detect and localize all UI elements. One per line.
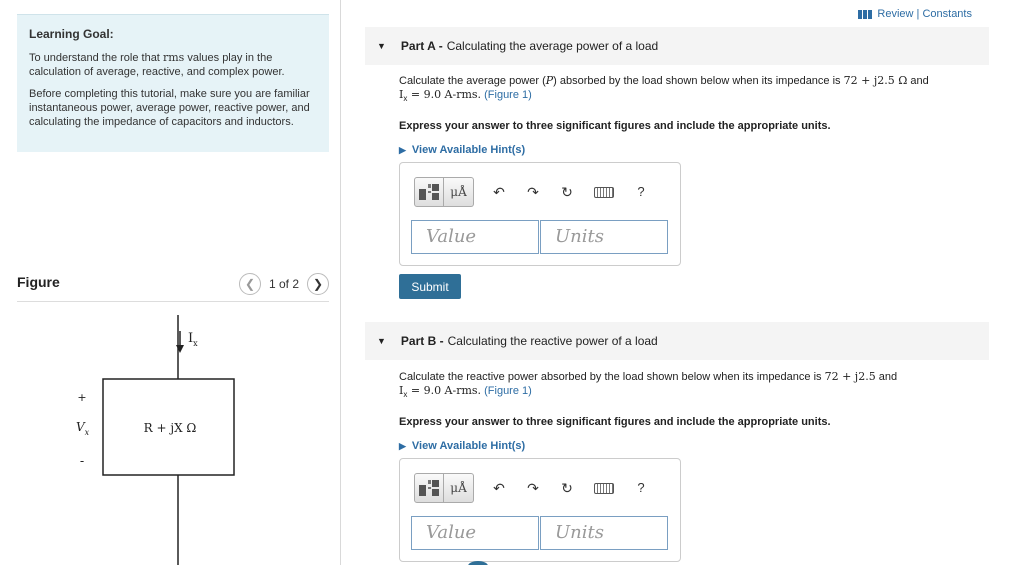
review-icon [858, 10, 872, 19]
collapse-triangle-icon: ▼ [377, 336, 386, 346]
review-constants-link[interactable] [858, 8, 972, 20]
chevron-right-icon: ❯ [312, 277, 324, 291]
rms-term: rms [162, 51, 185, 64]
units-button[interactable]: μÅ [444, 473, 474, 503]
minus-sign: - [79, 454, 85, 468]
part-b-hint-link[interactable]: ▶ View Available Hint(s) [399, 440, 526, 453]
units-input[interactable]: Units [540, 220, 668, 254]
review-constants-label: Review | Constants [877, 8, 972, 20]
part-b-body [399, 370, 979, 452]
voltage-label: $V_x$ [76, 420, 90, 437]
part-b-fields [411, 516, 668, 550]
caret-right-icon: ▶ [399, 440, 406, 451]
templates-button[interactable] [414, 473, 444, 503]
submit-button-partial[interactable] [468, 561, 488, 565]
current-arrow-icon [176, 331, 184, 353]
submit-button[interactable]: Submit [399, 274, 461, 299]
part-b-label: Part B - [400, 334, 444, 348]
templates-button[interactable] [414, 177, 444, 207]
part-b-title: Calculating the reactive power of a load [447, 334, 658, 348]
reset-icon[interactable]: ↻ [561, 183, 573, 200]
circuit-figure [60, 315, 300, 565]
part-a-title: Calculating the average power of a load [446, 39, 659, 53]
part-b-header[interactable] [365, 322, 989, 360]
figure-page-indicator: 1 of 2 [268, 277, 299, 291]
template-icon [418, 479, 440, 497]
keyboard-icon[interactable] [594, 187, 614, 198]
caret-right-icon: ▶ [399, 144, 406, 155]
figure-title: Figure [17, 274, 60, 290]
part-b-question: Calculate the reactive power absorbed by the load shown below when its impedance is 72 + j2.5 and $I_x = 9.0$ A-rms. (Figure 1) [399, 370, 898, 400]
part-a-fields [411, 220, 668, 254]
plus-sign: + [77, 391, 87, 404]
learning-goal-panel [17, 14, 329, 152]
collapse-triangle-icon: ▼ [377, 41, 386, 51]
part-b-toolbar [414, 473, 648, 503]
template-icon [418, 183, 440, 201]
part-a-body [399, 74, 979, 156]
figure-1-link[interactable]: (Figure 1) [484, 385, 532, 397]
next-figure-button[interactable] [307, 273, 329, 295]
part-a-instructions: Express your answer to three significant figures and include the appropriate units. [399, 120, 831, 133]
value-input[interactable]: Value [411, 220, 539, 254]
part-a-answer-box [399, 162, 681, 266]
undo-icon[interactable]: ↶ [493, 183, 505, 200]
part-a-question: Calculate the average power (P) absorbed by the load shown below when its impedance is 72 + j2.5 Ω and $I_x = 9.0$ A-rms. (Figure 1) [399, 74, 929, 104]
figure-pager [239, 273, 329, 295]
keyboard-icon[interactable] [594, 483, 614, 494]
figure-header [17, 270, 329, 302]
part-a-toolbar [414, 177, 648, 207]
impedance-label: R + jX Ω [143, 421, 197, 435]
undo-icon[interactable]: ↶ [493, 479, 505, 496]
learning-goal-text: To understand the role that rms values play in the calculation of average, reactive, and complex power. [29, 51, 285, 78]
units-input[interactable]: Units [540, 516, 668, 550]
part-a-header[interactable] [365, 27, 989, 65]
figure-1-link[interactable]: (Figure 1) [484, 89, 532, 101]
learning-goal-title: Learning Goal: [29, 27, 114, 41]
reset-icon[interactable]: ↻ [561, 479, 573, 496]
part-b-instructions: Express your answer to three significant figures and include the appropriate units. [399, 416, 831, 429]
chevron-left-icon: ❮ [244, 277, 255, 291]
part-a-label: Part A - [400, 39, 443, 53]
learning-goal-prereq: Before completing this tutorial, make sure you are familiar instantaneous power, average power, reactive power, and calculating the impedance of capacitors and inductors. [29, 88, 310, 128]
help-icon[interactable]: ? [637, 184, 645, 199]
redo-icon[interactable]: ↷ [527, 183, 539, 200]
units-button[interactable]: μÅ [444, 177, 474, 207]
previous-figure-button[interactable] [239, 273, 261, 295]
part-a-hint-link[interactable]: ▶ View Available Hint(s) [399, 144, 526, 157]
value-input[interactable]: Value [411, 516, 539, 550]
panel-divider [340, 0, 341, 565]
part-b-answer-box [399, 458, 681, 562]
redo-icon[interactable]: ↷ [527, 479, 539, 496]
help-icon[interactable]: ? [637, 480, 645, 495]
current-label: $I_x$ [188, 331, 198, 348]
